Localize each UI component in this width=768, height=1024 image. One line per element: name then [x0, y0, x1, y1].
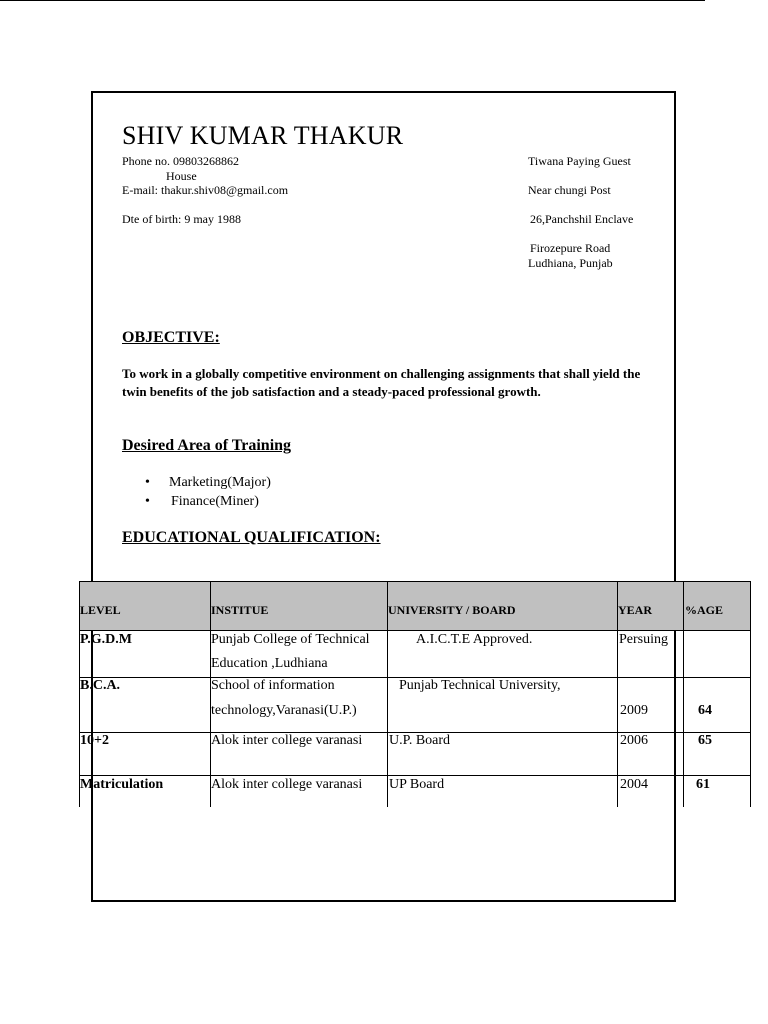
bullet-icon: • [145, 494, 150, 509]
candidate-name: SHIV KUMAR THAKUR [122, 121, 404, 150]
objective-heading: OBJECTIVE: [122, 329, 220, 346]
objective-text: To work in a globally competitive environment on challenging assignments that shall yield the twin benefits of the job satisfaction and a steady-paced professional growth. [122, 366, 641, 399]
table-cell-institute: School of information [211, 678, 335, 693]
bullet-icon: • [145, 475, 150, 490]
list-item-label: Marketing(Major) [169, 475, 271, 490]
address-line: Firozepure Road [530, 241, 611, 255]
column-header-year: YEAR [618, 603, 653, 617]
table-rule [750, 581, 751, 807]
training-list [145, 473, 271, 511]
training-heading: Desired Area of Training [122, 437, 292, 454]
education-table [79, 581, 751, 807]
column-header-level: LEVEL [80, 603, 121, 617]
table-cell-board: A.I.C.T.E Approved. [416, 632, 533, 647]
table-rule [79, 581, 751, 582]
email-text: E-mail: thakur.shiv08@gmail.com [122, 183, 289, 197]
table-cell-year: 2006 [620, 733, 648, 748]
list-item [145, 492, 271, 511]
table-cell-level: 10+2 [80, 733, 109, 748]
table-rule [79, 630, 751, 631]
table-cell-percentage: 65 [698, 733, 712, 748]
list-item-label: Finance(Miner) [171, 494, 259, 509]
education-heading: EDUCATIONAL QUALIFICATION: [122, 529, 381, 546]
table-cell-year: Persuing [619, 632, 668, 647]
table-cell-institute: Alok inter college varanasi [211, 777, 363, 792]
dob-text: Dte of birth: 9 may 1988 [122, 212, 241, 226]
table-cell-level: B.C.A. [80, 678, 121, 693]
table-rule [79, 775, 751, 776]
table-cell-institute: Education ,Ludhiana [211, 656, 328, 671]
table-cell-level: P.G.D.M [80, 632, 132, 647]
table-cell-year: 2009 [620, 703, 648, 718]
address-line: 26,Panchshil Enclave [530, 212, 634, 226]
phone-text: Phone no. 09803268862 [122, 154, 239, 168]
table-cell-level: Matriculation [80, 777, 164, 792]
list-item [145, 473, 271, 492]
table-cell-institute: technology,Varanasi(U.P.) [211, 703, 357, 718]
address-line: Near chungi Post [528, 183, 611, 197]
table-cell-institute: Alok inter college varanasi [211, 733, 363, 748]
column-header-institute: INSTITUE [211, 603, 269, 617]
table-cell-percentage: 64 [698, 703, 712, 718]
house-text: House [166, 169, 197, 183]
table-cell-board: U.P. Board [389, 733, 451, 748]
top-rule [0, 0, 705, 1]
address-line: Ludhiana, Punjab [528, 256, 613, 270]
table-cell-board: UP Board [389, 777, 445, 792]
table-cell-year: 2004 [620, 777, 648, 792]
table-cell-percentage: 61 [696, 777, 710, 792]
address-line: Tiwana Paying Guest [528, 154, 631, 168]
table-cell-board: Punjab Technical University, [399, 678, 561, 693]
column-header-board: UNIVERSITY / BOARD [388, 603, 516, 617]
table-cell-institute: Punjab College of Technical [211, 632, 370, 647]
table-rule [683, 581, 684, 807]
column-header-percentage: %AGE [685, 603, 724, 617]
